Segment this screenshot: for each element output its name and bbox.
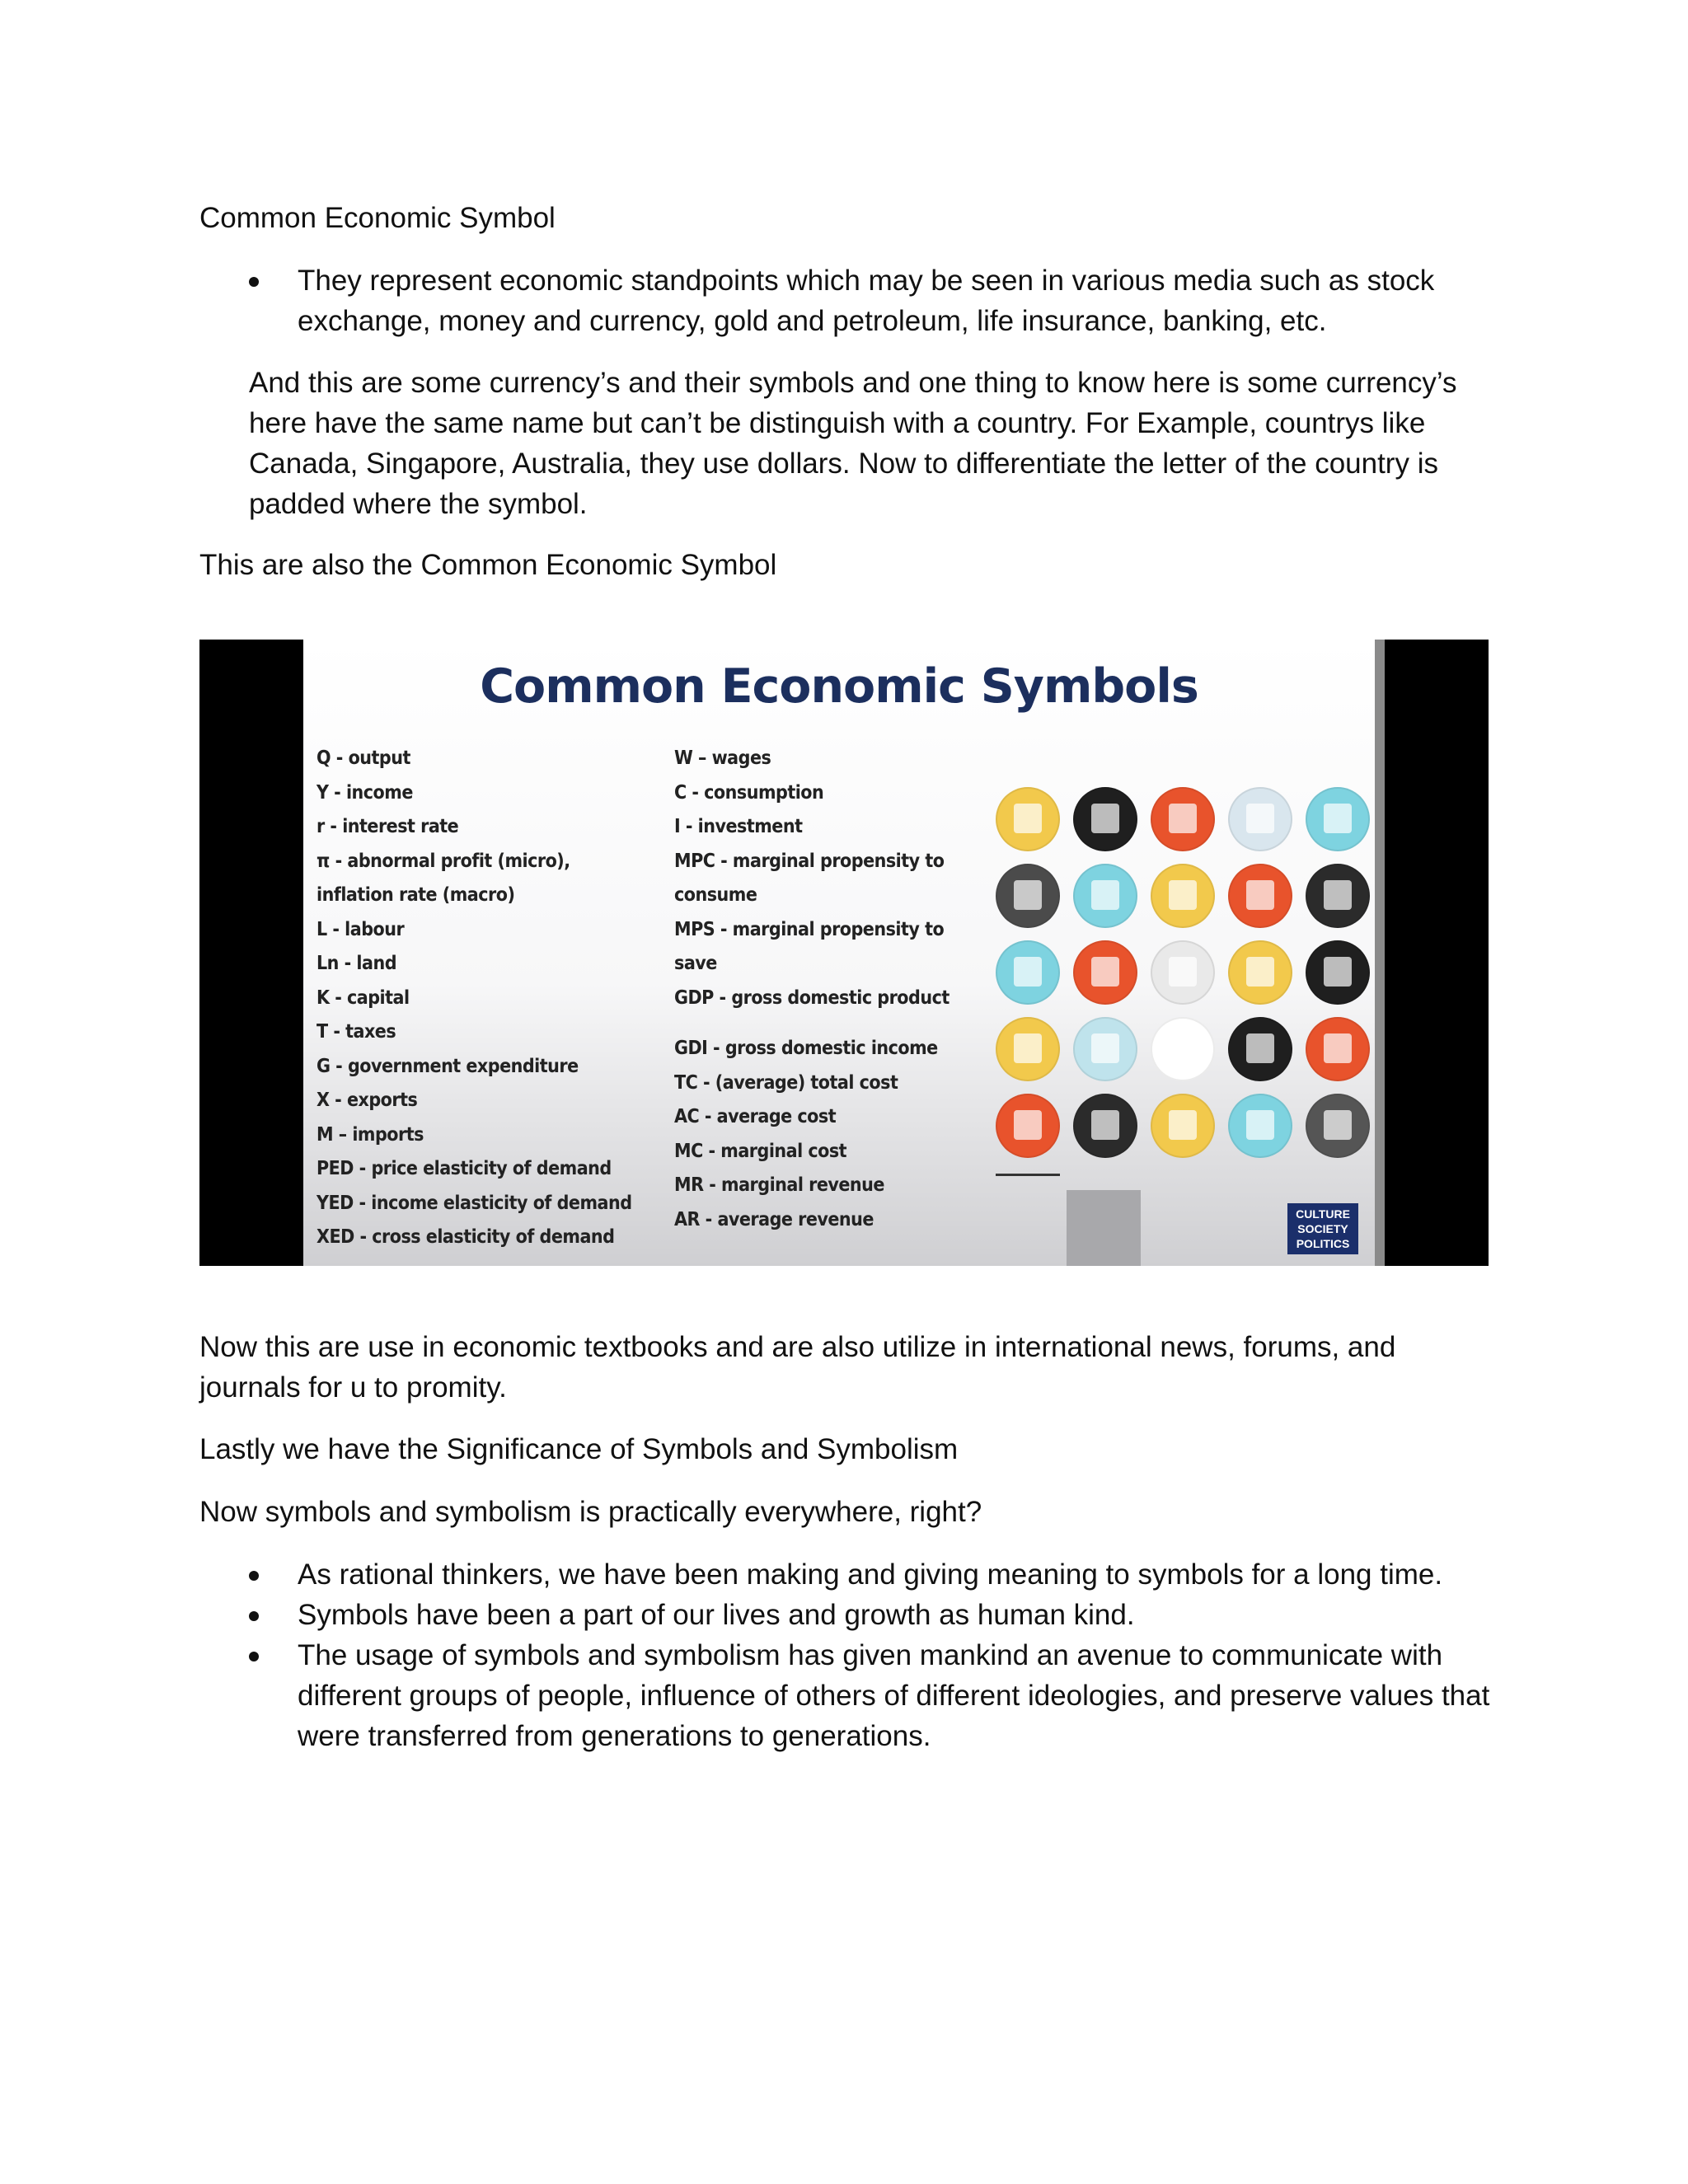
economic-icon — [1228, 1017, 1292, 1081]
list-item: They represent economic standpoints which may be seen in various media such as stock exchange, money and currency, gold and petroleum, life insurance, banking, etc. — [199, 260, 1510, 341]
economic-icon — [1306, 1017, 1370, 1081]
icon-glyph — [1091, 1033, 1119, 1063]
icon-glyph — [1169, 957, 1197, 987]
symbol-line: GDI - gross domestic income — [674, 1038, 938, 1059]
symbol-line: save — [674, 953, 717, 974]
economic-icon — [996, 864, 1060, 928]
slide-edge-divider — [1375, 640, 1385, 1266]
symbols-column-right — [674, 742, 950, 1237]
economic-icon — [1151, 787, 1215, 851]
icon-glyph — [1091, 1110, 1119, 1140]
logo-text: POLITICS — [1296, 1237, 1350, 1250]
economic-icon — [1228, 940, 1292, 1005]
icon-glyph — [1169, 880, 1197, 910]
slide-gray-block — [1067, 1190, 1141, 1266]
economic-icon — [1073, 1094, 1137, 1158]
icon-glyph — [1169, 1033, 1197, 1063]
logo-text: CULTURE — [1296, 1207, 1350, 1221]
top-bullet-list — [199, 260, 1510, 341]
symbol-line: I - investment — [674, 816, 803, 837]
slide-content — [303, 640, 1375, 1266]
economic-icon — [1228, 864, 1292, 928]
icon-glyph — [1014, 1110, 1042, 1140]
icon-glyph — [1324, 804, 1352, 833]
symbol-line: MR - marginal revenue — [674, 1174, 884, 1196]
icon-glyph — [1246, 880, 1274, 910]
symbol-line: T - taxes — [316, 1021, 396, 1043]
symbol-line: W – wages — [674, 748, 771, 769]
symbol-line: MC - marginal cost — [674, 1140, 847, 1162]
icon-glyph — [1324, 957, 1352, 987]
economic-icon — [1151, 864, 1215, 928]
paragraph-currency: And this are some currency’s and their symbols and one thing to know here is some currency’s here have the same name but can’t be distinguish with a country. For Example, countrys like Canada, Singapore, Australia, they use dollars. Now to differentiate the letter of the country is padded where the symbol. — [249, 367, 1457, 520]
icon-glyph — [1169, 804, 1197, 833]
symbol-line: Y - income — [316, 781, 413, 804]
symbol-line: K - capital — [316, 987, 410, 1009]
symbol-line: C - consumption — [674, 781, 824, 804]
icon-glyph — [1246, 1033, 1274, 1063]
symbol-line: inflation rate (macro) — [316, 884, 515, 906]
symbol-line: L - labour — [316, 918, 405, 940]
paragraph-also: This are also the Common Economic Symbol — [199, 549, 777, 581]
icon-glyph — [1324, 1110, 1352, 1140]
economic-icon — [1151, 940, 1215, 1005]
symbol-line: PED - price elasticity of demand — [316, 1158, 612, 1179]
economic-icon — [1306, 787, 1370, 851]
heading-common-economic-symbol: Common Economic Symbol — [199, 202, 556, 234]
symbol-line: AC - average cost — [674, 1106, 837, 1127]
paragraph-lastly: Lastly we have the Significance of Symbols and Symbolism — [199, 1433, 959, 1465]
icon-glyph — [1169, 1110, 1197, 1140]
icon-glyph — [1324, 880, 1352, 910]
economic-icon — [1228, 1094, 1292, 1158]
paragraph-everywhere: Now symbols and symbolism is practically everywhere, right? — [199, 1496, 982, 1528]
symbol-line: MPS - marginal propensity to — [674, 918, 945, 940]
economic-icon — [1073, 1017, 1137, 1081]
list-item: Symbols have been a part of our lives and growth as human kind. — [199, 1595, 1510, 1635]
icon-glyph — [1246, 957, 1274, 987]
symbol-line: π - abnormal profit (micro), — [316, 850, 570, 872]
icon-glyph — [1014, 804, 1042, 833]
symbol-line: MPC - marginal propensity to — [674, 850, 945, 872]
icon-glyph — [1014, 880, 1042, 910]
economic-icon — [996, 940, 1060, 1005]
economic-icon — [1306, 864, 1370, 928]
symbol-line: YED - income elasticity of demand — [316, 1192, 632, 1214]
symbols-column-left — [316, 742, 632, 1255]
icon-glyph — [1014, 957, 1042, 987]
economic-icon — [1151, 1094, 1215, 1158]
economic-icon — [1151, 1017, 1215, 1081]
symbol-line: TC - (average) total cost — [674, 1071, 898, 1094]
symbol-line: consume — [674, 884, 757, 906]
economic-icon — [1073, 787, 1137, 851]
culture-society-politics-logo — [1287, 1203, 1358, 1254]
symbol-line: Q - output — [316, 748, 410, 769]
symbol-line: AR - average revenue — [674, 1208, 874, 1230]
icon-glyph — [1091, 957, 1119, 987]
list-item: The usage of symbols and symbolism has given mankind an avenue to communicate with different groups of people, influence of others of different ideologies, and preserve values that were transferred from generations to generations. — [199, 1635, 1510, 1756]
economic-icon — [1306, 1094, 1370, 1158]
symbol-line: M – imports — [316, 1123, 424, 1146]
icon-glyph — [1091, 880, 1119, 910]
economic-icon — [1306, 940, 1370, 1005]
icon-glyph — [1246, 804, 1274, 833]
icon-glyph — [1324, 1033, 1352, 1063]
icon-glyph — [1014, 1033, 1042, 1063]
symbol-line: XED - cross elasticity of demand — [316, 1226, 615, 1248]
symbol-line: GDP - gross domestic product — [674, 987, 950, 1009]
icon-underline — [996, 1174, 1060, 1176]
slide-image — [199, 640, 1489, 1266]
symbol-line: Ln - land — [316, 953, 397, 974]
symbol-line: G - government expenditure — [316, 1055, 579, 1077]
logo-text: SOCIETY — [1297, 1222, 1348, 1235]
symbol-line: r - interest rate — [316, 816, 459, 837]
economic-icon — [996, 1094, 1060, 1158]
list-item: As rational thinkers, we have been making and giving meaning to symbols for a long time. — [199, 1554, 1510, 1595]
economic-icon — [1073, 940, 1137, 1005]
economic-icon — [996, 787, 1060, 851]
icon-glyph — [1246, 1110, 1274, 1140]
icon-glyph — [1091, 804, 1119, 833]
economic-icon — [1073, 864, 1137, 928]
symbol-line: X - exports — [316, 1090, 418, 1111]
paragraph-textbooks: Now this are use in economic textbooks and are also utilize in international news, forums, and journals for u to promity. — [199, 1331, 1396, 1404]
bottom-bullet-list — [199, 1554, 1510, 1756]
slide-title: Common Economic Symbols — [480, 659, 1198, 714]
economic-icon — [1228, 787, 1292, 851]
economic-icon — [996, 1017, 1060, 1081]
